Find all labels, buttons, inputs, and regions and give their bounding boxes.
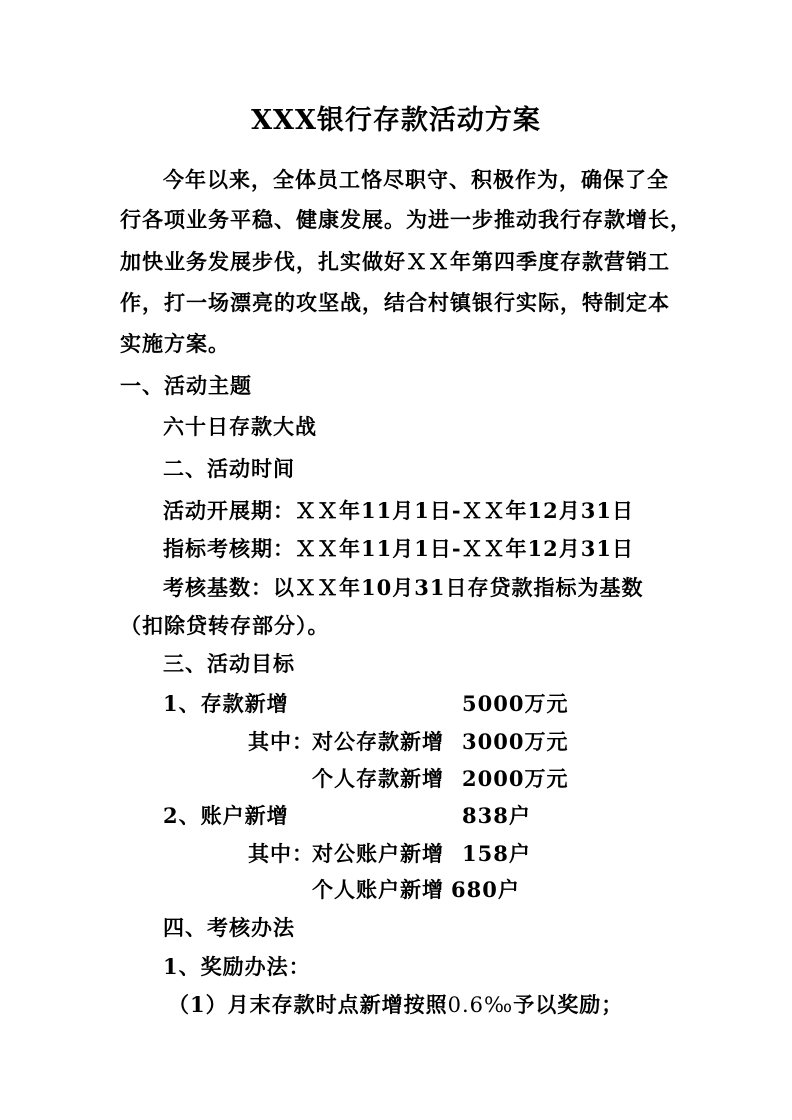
assess-period-label: 指标考核期： — [163, 536, 295, 561]
section2-heading: 二、活动时间 — [163, 456, 295, 481]
assess-base-value: 以ＸＸ年10月31日存贷款指标为基数 — [273, 575, 644, 600]
page-title: XXX银行存款活动方案 — [251, 105, 541, 136]
assess-period-row — [163, 535, 634, 563]
account-personal-value: 680户 — [451, 877, 520, 902]
deposit-target-value: 5000万元 — [462, 691, 569, 716]
assess-base-note: （扣除贷转存部分）。 — [120, 613, 330, 638]
activity-period-label: 活动开展期： — [163, 498, 295, 523]
intro-line-1: 今年以来，全体员工恪尽职守、积极作为，确保了全 — [163, 167, 669, 192]
section1-heading: 一、活动主题 — [120, 373, 252, 398]
intro-line-3: 加快业务发展步伐，扎实做好ＸＸ年第四季度存款营销工 — [120, 249, 670, 274]
assess-base-row — [163, 574, 643, 602]
account-sub-prefix: 其中： — [248, 841, 314, 866]
activity-period-row — [163, 497, 634, 525]
deposit-sub-prefix: 其中： — [248, 729, 314, 754]
intro-line-4: 作，打一场漂亮的攻坚战，结合村镇银行实际，特制定本 — [120, 290, 670, 315]
reward-item-1-prefix: （1）月末存款时点新增按照 — [168, 992, 448, 1017]
intro-line-2: 行各项业务平稳、健康发展。为进一步推动我行存款增长， — [120, 207, 692, 232]
account-target-value: 838户 — [462, 803, 531, 828]
section4-heading: 四、考核办法 — [163, 915, 295, 940]
reward-item-1 — [168, 991, 623, 1019]
account-corp-label: 对公账户新增 — [312, 841, 444, 866]
deposit-corp-value: 3000万元 — [462, 729, 569, 754]
reward-item-1-value: 0.6‰ — [447, 993, 514, 1017]
deposit-corp-label: 对公存款新增 — [312, 729, 444, 754]
assess-period-value: ＸＸ年11月1日-ＸＸ年12月31日 — [295, 536, 634, 561]
account-corp-value: 158户 — [462, 841, 531, 866]
section3-heading: 三、活动目标 — [163, 651, 295, 676]
deposit-personal-label: 个人存款新增 — [312, 766, 444, 791]
reward-item-1-suffix: 予以奖励； — [513, 992, 624, 1017]
intro-line-5: 实施方案。 — [120, 331, 230, 356]
deposit-personal-value: 2000万元 — [462, 766, 569, 791]
account-personal-label: 个人账户新增 — [312, 877, 444, 902]
assess-base-label: 考核基数： — [163, 575, 273, 600]
deposit-target-label: 1、存款新增 — [163, 691, 289, 716]
reward-heading: 1、奖励办法： — [163, 954, 311, 979]
activity-period-value: ＸＸ年11月1日-ＸＸ年12月31日 — [295, 498, 634, 523]
section1-content: 六十日存款大战 — [163, 414, 317, 439]
account-target-label: 2、账户新增 — [163, 803, 289, 828]
